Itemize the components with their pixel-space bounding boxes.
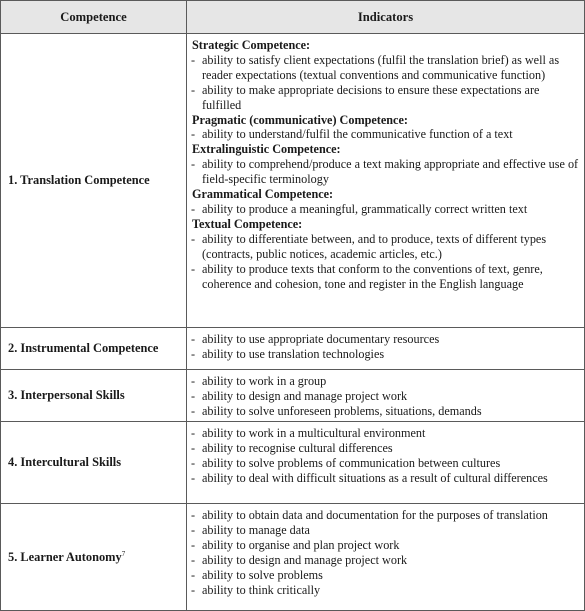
- indicators-cell: [187, 34, 585, 328]
- footnote-marker: 7: [121, 549, 126, 558]
- list-item: - ability to recognise cultural differences: [191, 441, 580, 456]
- group-title: Pragmatic (communicative) Competence:: [192, 112, 408, 127]
- competence-cell: [1, 504, 187, 611]
- indicator-list: [191, 374, 580, 419]
- list-item: - ability to produce a meaningful, grammatically correct written text: [191, 202, 580, 217]
- competence-cell: 1. Translation Competence: [1, 34, 187, 328]
- list-item: - ability to use translation technologies: [191, 347, 580, 362]
- list-item: - ability to solve problems: [191, 568, 580, 583]
- list-item: - ability to solve problems of communication between cultures: [191, 456, 580, 471]
- table-row: [1, 34, 585, 328]
- competence-cell: 4. Intercultural Skills: [1, 422, 187, 504]
- list-item: - ability to differentiate between, and to produce, texts of different types (contracts, public notices, academic articles, etc.): [191, 232, 580, 262]
- list-item: - ability to deal with difficult situations as a result of cultural differences: [191, 471, 580, 486]
- table-row: [1, 370, 585, 422]
- list-item: - ability to design and manage project work: [191, 389, 580, 404]
- list-item: - ability to manage data: [191, 523, 580, 538]
- list-item: - ability to think critically: [191, 583, 580, 598]
- indicator-list: [191, 232, 580, 292]
- indicator-list: [191, 127, 580, 142]
- indicator-list: [191, 157, 580, 187]
- list-item: - ability to work in a multicultural environment: [191, 426, 580, 441]
- indicator-list: [191, 508, 580, 597]
- list-item: - ability to organise and plan project work: [191, 538, 580, 553]
- group-title: Strategic Competence:: [192, 38, 311, 52]
- group-title: Extralinguistic Competence:: [192, 142, 341, 157]
- list-item: - ability to satisfy client expectations (fulfil the translation brief) as well as reader expectations (textual conventions and communicative function): [191, 53, 580, 83]
- indicators-cell: [187, 422, 585, 504]
- indicators-cell: [187, 504, 585, 611]
- indicator-list: [191, 332, 580, 362]
- list-item: - ability to make appropriate decisions to ensure these expectations are fulfilled: [191, 83, 580, 113]
- indicator-list: [191, 53, 580, 113]
- indicators-cell: [187, 370, 585, 422]
- indicator-list: [191, 202, 580, 217]
- list-item: - ability to work in a group: [191, 374, 580, 389]
- competence-cell: 2. Instrumental Competence: [1, 328, 187, 370]
- header-indicators: Indicators: [187, 1, 585, 34]
- competence-label: 5. Learner Autonomy: [8, 549, 122, 564]
- list-item: - ability to design and manage project work: [191, 553, 580, 568]
- list-item: - ability to use appropriate documentary resources: [191, 332, 580, 347]
- group-title: Textual Competence:: [192, 216, 303, 231]
- group-title: Grammatical Competence:: [192, 187, 334, 202]
- header-row: [1, 1, 585, 34]
- indicators-cell: [187, 328, 585, 370]
- table-row: [1, 504, 585, 611]
- list-item: - ability to comprehend/produce a text making appropriate and effective use of field-specific terminology: [191, 157, 580, 187]
- table-row: [1, 422, 585, 504]
- table-row: [1, 328, 585, 370]
- list-item: - ability to obtain data and documentation for the purposes of translation: [191, 508, 580, 523]
- list-item: - ability to solve unforeseen problems, situations, demands: [191, 404, 580, 419]
- list-item: - ability to produce texts that conform to the conventions of text, genre, coherence and cohesion, tone and register in the English language: [191, 262, 580, 292]
- header-competence: Competence: [1, 1, 187, 34]
- list-item: - ability to understand/fulfil the communicative function of a text: [191, 127, 580, 142]
- competence-cell: 3. Interpersonal Skills: [1, 370, 187, 422]
- indicator-list: [191, 426, 580, 486]
